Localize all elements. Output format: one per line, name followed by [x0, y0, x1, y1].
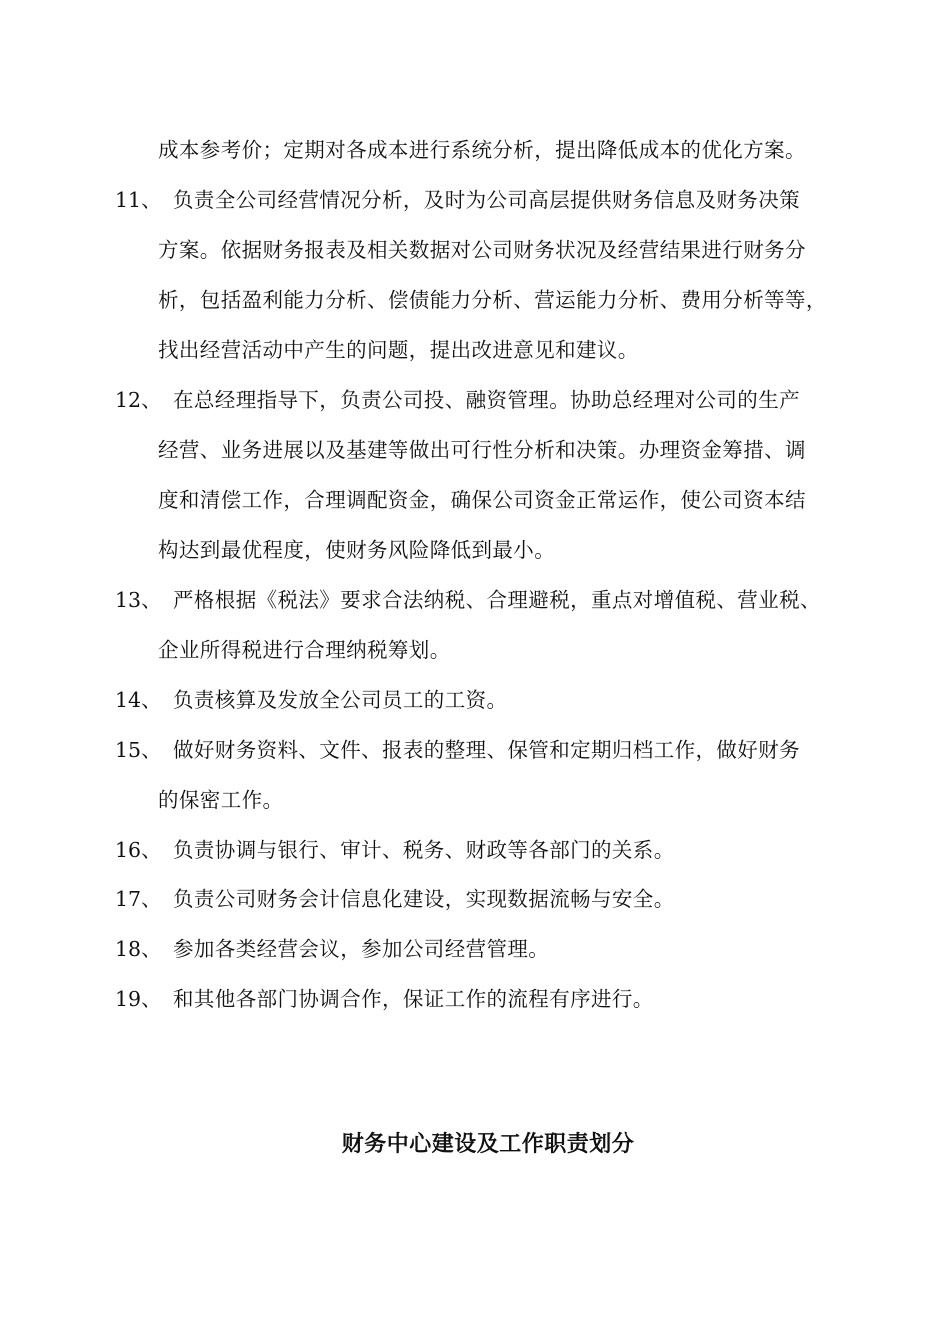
item-text-line: 和其他各部门协调合作，保证工作的流程有序进行。: [173, 987, 654, 1011]
item-text-line: 析，包括盈利能力分析、偿债能力分析、营运能力分析、费用分析等等，: [158, 288, 827, 312]
item-text-line: 经营、业务进展以及基建等做出可行性分析和决策。办理资金筹措、调: [158, 438, 806, 462]
item-text-line: 在总经理指导下，负责公司投、融资管理。协助总经理对公司的生产: [173, 388, 800, 412]
item-text-line: 企业所得税进行合理纳税筹划。: [158, 638, 451, 662]
item-text-line: 构达到最优程度，使财务风险降低到最小。: [158, 538, 556, 562]
item-number: 15、: [115, 738, 162, 762]
item-number: 14、: [115, 688, 162, 712]
item-text-line: 负责核算及发放全公司员工的工资。: [173, 688, 508, 712]
item-text-line: 负责协调与银行、审计、税务、财政等各部门的关系。: [173, 838, 675, 862]
item-text-line: 严格根据《税法》要求合法纳税、合理避税，重点对增值税、营业税、: [173, 588, 821, 612]
item-number: 16、: [115, 838, 162, 862]
item-text-line: 参加各类经营会议，参加公司经营管理。: [173, 937, 550, 961]
item-text-line: 负责公司财务会计信息化建设，实现数据流畅与安全。: [173, 887, 675, 911]
item-number: 17、: [115, 887, 162, 911]
item-number: 19、: [115, 987, 162, 1011]
continuation-line: 成本参考价；定期对各成本进行系统分析，提出降低成本的优化方案。: [158, 138, 806, 162]
item-text-line: 的保密工作。: [158, 788, 284, 812]
item-text-line: 度和清偿工作，合理调配资金，确保公司资金正常运作，使公司资本结: [158, 488, 806, 512]
item-text-line: 负责全公司经营情况分析，及时为公司高层提供财务信息及财务决策: [173, 188, 800, 212]
item-text-line: 做好财务资料、文件、报表的整理、保管和定期归档工作，做好财务: [173, 738, 800, 762]
item-text-line: 找出经营活动中产生的问题，提出改进意见和建议。: [158, 338, 639, 362]
item-number: 12、: [115, 388, 162, 412]
section-title: 财务中心建设及工作职责划分: [341, 1132, 635, 1157]
item-number: 13、: [115, 588, 162, 612]
item-number: 18、: [115, 937, 162, 961]
item-text-line: 方案。依据财务报表及相关数据对公司财务状况及经营结果进行财务分: [158, 238, 806, 262]
item-number: 11、: [115, 188, 162, 212]
